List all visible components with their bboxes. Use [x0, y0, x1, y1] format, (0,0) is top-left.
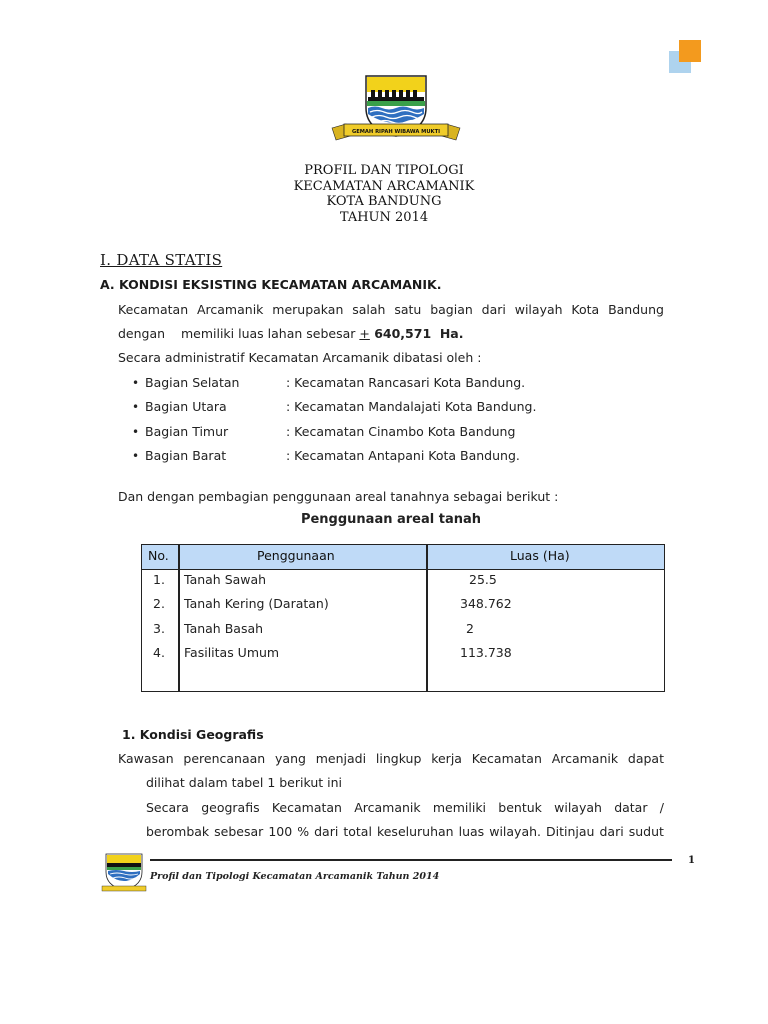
- column-divider: [426, 545, 428, 691]
- word: Arcamanik: [196, 302, 264, 317]
- page-number: 1: [688, 855, 695, 866]
- title-line-4: TAHUN 2014: [339, 209, 429, 225]
- bullet-icon: •: [132, 425, 140, 439]
- table-header-row: [142, 545, 664, 570]
- land-use-table: [141, 544, 665, 692]
- geografis-heading: 1. Kondisi Geografis: [122, 727, 264, 742]
- table-header-penggunaan: Penggunaan: [257, 548, 335, 563]
- word: yang: [275, 751, 306, 766]
- title-line-1: PROFIL DAN TIPOLOGI: [304, 163, 464, 178]
- boundary-value: : Kecamatan Antapani Kota Bandung.: [286, 448, 520, 463]
- geografis-line-1: [118, 751, 664, 766]
- boundary-label: Bagian Timur: [145, 424, 229, 439]
- bullet-icon: •: [132, 449, 140, 463]
- table-cell-no: 3.: [153, 621, 165, 636]
- bandung-coat-of-arms-logo: [330, 70, 462, 148]
- word: memiliki: [432, 800, 487, 815]
- boundary-value: : Kecamatan Mandalajati Kota Bandung.: [286, 399, 537, 414]
- word: Ditinjau: [546, 824, 595, 839]
- footer-logo: [100, 852, 148, 894]
- word: Kecamatan: [471, 751, 542, 766]
- table-cell-no: 4.: [153, 645, 165, 660]
- plus-minus-sign: +: [359, 326, 370, 341]
- word: 100: [268, 824, 293, 839]
- word: berombak: [146, 824, 210, 839]
- table-cell-use: Fasilitas Umum: [184, 645, 280, 660]
- table-cell-area: 25.5: [469, 572, 497, 587]
- boundary-value: : Kecamatan Rancasari Kota Bandung.: [286, 375, 526, 390]
- area-value: 640,571 Ha.: [369, 326, 464, 341]
- table-cell-use: Tanah Sawah: [184, 572, 267, 587]
- boundary-label: Bagian Selatan: [145, 375, 240, 390]
- subsection-heading: A. KONDISI EKSISTING KECAMATAN ARCAMANIK.: [100, 277, 442, 292]
- table-header-no: No.: [148, 548, 169, 563]
- word: Bandung: [608, 302, 664, 317]
- table-cell-area: 2: [466, 621, 474, 636]
- footer-divider: [150, 859, 672, 861]
- word: sebesar: [214, 824, 264, 839]
- footer-text: Profil dan Tipologi Kecamatan Arcamanik Tahun 2014: [150, 871, 440, 882]
- title-line-3: KOTA BANDUNG: [326, 194, 442, 209]
- boundary-value: : Kecamatan Cinambo Kota Bandung: [286, 424, 516, 439]
- word: Arcamanik: [551, 751, 619, 766]
- word: dapat: [627, 751, 664, 766]
- table-cell-no: 1.: [153, 572, 165, 587]
- bullet-icon: •: [132, 376, 140, 390]
- geografis-line-4: [146, 824, 664, 839]
- table-cell-use: Tanah Kering (Daratan): [184, 596, 329, 611]
- intro-line-2: [118, 326, 464, 341]
- word: keseluruhan: [376, 824, 454, 839]
- table-cell-use: Tanah Basah: [184, 621, 264, 636]
- table-caption: Penggunaan areal tanah: [300, 512, 482, 527]
- title-line-2: KECAMATAN ARCAMANIK: [293, 178, 475, 194]
- word: satu: [394, 302, 422, 317]
- svg-text:GEMAH RIPAH WIBAWA MUKTI: GEMAH RIPAH WIBAWA MUKTI: [351, 129, 441, 135]
- table-cell-area: 113.738: [460, 645, 512, 660]
- word: bagian: [430, 302, 473, 317]
- land-use-intro: Dan dengan pembagian penggunaan areal tanahnya sebagai berikut :: [118, 489, 559, 504]
- word: Secara: [146, 800, 189, 815]
- area-label: dengan memiliki luas lahan sebesar: [118, 326, 360, 341]
- word: /: [659, 800, 664, 815]
- boundary-item: [132, 448, 226, 463]
- geografis-line-3: [146, 800, 664, 815]
- word: Kota: [571, 302, 600, 317]
- geografis-line-2: dilihat dalam tabel 1 berikut ini: [146, 775, 343, 790]
- intro-line-1: [118, 302, 664, 317]
- word: lingkup: [375, 751, 422, 766]
- word: datar: [614, 800, 648, 815]
- word: dari: [481, 302, 506, 317]
- word: sudut: [628, 824, 664, 839]
- word: total: [343, 824, 372, 839]
- table-cell-no: 2.: [153, 596, 165, 611]
- word: wilayah: [514, 302, 563, 317]
- boundary-item: [132, 424, 228, 439]
- word: bentuk: [498, 800, 542, 815]
- section-heading: I. DATA STATIS: [100, 251, 223, 269]
- word: dari: [599, 824, 624, 839]
- table-header-luas: Luas (Ha): [510, 548, 570, 563]
- boundary-label: Bagian Utara: [145, 399, 227, 414]
- admin-text: Secara administratif Kecamatan Arcamanik dibatasi oleh :: [118, 350, 482, 365]
- word: Kecamatan: [118, 302, 189, 317]
- word: perencanaan: [183, 751, 266, 766]
- word: wilayah: [554, 800, 602, 815]
- table-cell-area: 348.762: [460, 596, 512, 611]
- boundary-label: Bagian Barat: [145, 448, 227, 463]
- word: wilayah.: [489, 824, 542, 839]
- boundary-item: [132, 375, 239, 390]
- word: Kecamatan: [271, 800, 342, 815]
- word: salah: [352, 302, 386, 317]
- word: %: [297, 824, 310, 839]
- word: luas: [458, 824, 485, 839]
- corner-decoration-orange: [679, 40, 701, 62]
- word: merupakan: [272, 302, 344, 317]
- boundary-item: [132, 399, 227, 414]
- word: menjadi: [315, 751, 367, 766]
- word: geografis: [201, 800, 260, 815]
- word: Arcamanik: [354, 800, 421, 815]
- word: Kawasan: [118, 751, 174, 766]
- word: dari: [314, 824, 339, 839]
- column-divider: [178, 545, 180, 691]
- bullet-icon: •: [132, 400, 140, 414]
- document-title: [0, 163, 768, 225]
- word: kerja: [431, 751, 462, 766]
